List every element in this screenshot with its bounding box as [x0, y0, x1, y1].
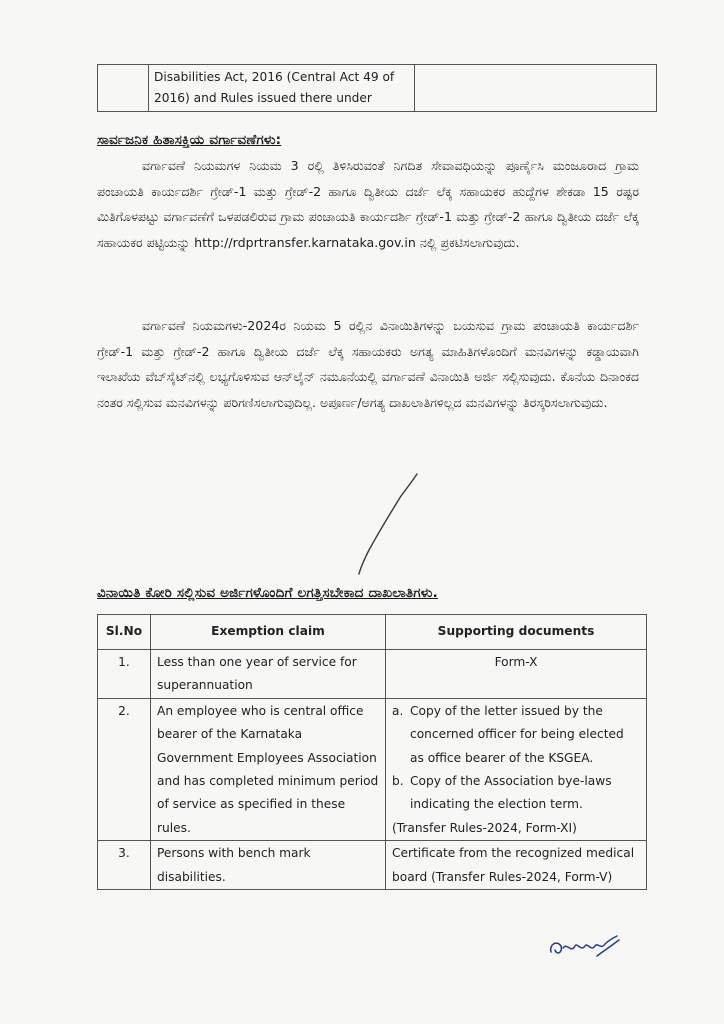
- doc-item-marker: b.: [392, 774, 404, 789]
- row-sl: 1.: [98, 650, 151, 699]
- table-row: [98, 841, 647, 890]
- handwritten-signature: [545, 930, 625, 964]
- row-claim: An employee who is central office bearer of the Karnataka Government Employees Association and has completed minimum period of service as specified in these rules.: [151, 698, 386, 840]
- row-sl: 2.: [98, 698, 151, 840]
- row-sl: 3.: [98, 841, 151, 890]
- row-doc: Certificate from the recognized medical board (Transfer Rules-2024, Form-V): [386, 841, 647, 890]
- paragraph-2-text: ವರ್ಗಾವಣೆ ನಿಯಮಗಳು-2024ರ ನಿಯಮ 5 ರಲ್ಲಿನ ವಿನಾಯಿತಿಗಳನ್ನು ಬಯಸುವ ಗ್ರಾಮ ಪಂಚಾಯತಿ ಕಾರ್ಯದರ್ಶಿ ಗ್ರೇಡ್-1 ಮತ್ತು ಗ್ರೇಡ್-2 ಹಾಗೂ ದ್ವಿತೀಯ ದರ್ಜೆ ಲೆಕ್ಕ ಸಹಾಯಕರು ಅಗತ್ಯ ಮಾಹಿತಿಗಳೊಂದಿಗೆ ಮನವಿಗಳನ್ನು ಕಡ್ಡಾಯವಾಗಿ ಇಲಾಖೆಯ ವೆಬ್‌ಸೈಟ್‌ನಲ್ಲಿ ಲಭ್ಯಗೊಳಿಸುವ ಆನ್‌ಲೈನ್ ನಮೂನೆಯಲ್ಲಿ ವರ್ಗಾವಣೆ ವಿನಾಯಿತಿ ಅರ್ಜಿ ಸಲ್ಲಿಸುವುದು. ಕೊನೆಯ ದಿನಾಂಕದ ನಂತರ ಸಲ್ಲಿಸುವ ಮನವಿಗಳನ್ನು ಪರಿಗಣಿಸಲಾಗುವುದಿಲ್ಲ. ಅಪೂರ್ಣ/ಅಗತ್ಯ ದಾಖಲಾತಿಗಳಿಲ್ಲದ ಮನವಿಗಳನ್ನು ತಿರಸ್ಕರಿಸಲಾಗುವುದು.: [97, 318, 639, 410]
- header-exemption-claim: Exemption claim: [151, 615, 386, 650]
- continuation-table: [97, 64, 657, 112]
- paragraph-transfer-list: [97, 153, 639, 255]
- continuation-sl-cell: [98, 65, 149, 112]
- doc-item-a: [392, 700, 640, 770]
- doc-item-b: [392, 770, 640, 817]
- table-row: [98, 650, 647, 699]
- section-heading-exemption-documents: ವಿನಾಯಿತಿ ಕೋರಿ ಸಲ್ಲಿಸುವ ಅರ್ಜಿಗಳೊಂದಿಗೆ ಲಗತ್ತಿಸಬೇಕಾದ ದಾಖಲಾತಿಗಳು.: [97, 585, 438, 601]
- paragraph-1-text: ವರ್ಗಾವಣೆ ನಿಯಮಗಳ ನಿಯಮ 3 ರಲ್ಲಿ ತಿಳಿಸಿರುವಂತೆ ನಿಗದಿತ ಸೇವಾವಧಿಯನ್ನು ಪೂರ್ಣೈಸಿ ಮಂಜೂರಾದ ಗ್ರಾಮ ಪಂಚಾಯತಿ ಕಾರ್ಯದರ್ಶಿ ಗ್ರೇಡ್-1 ಮತ್ತು ಗ್ರೇಡ್-2 ಹಾಗೂ ದ್ವಿತೀಯ ದರ್ಜೆ ಲೆಕ್ಕ ಸಹಾಯಕರ ಹುದ್ದೆಗಳ ಶೇಕಡಾ 15 ರಷ್ಟರ ಮಿತಿಗೊಳಪಟ್ಟು ವರ್ಗಾವಣೆಗೆ ಒಳಪಡಲಿರುವ ಗ್ರಾಮ ಪಂಚಾಯತಿ ಕಾರ್ಯದರ್ಶಿ ಗ್ರೇಡ್-1 ಮತ್ತು ಗ್ರೇಡ್-2 ಹಾಗೂ ದ್ವಿತೀಯ ದರ್ಜೆ ಲೆಕ್ಕ ಸಹಾಯಕರ ಪಟ್ಟಿಯನ್ನು http://rdprtransfer.karnataka.gov.in ನಲ್ಲಿ ಪ್ರಕಟಿಸಲಾಗುವುದು.: [97, 158, 639, 250]
- doc-item-text: Copy of the Association bye-laws indicating the election term.: [410, 774, 612, 812]
- row-claim: Less than one year of service for superannuation: [151, 650, 386, 699]
- doc-item-text: Copy of the letter issued by the concerned officer for being elected as office bearer of the KSGEA.: [410, 703, 624, 765]
- row-doc-list: [386, 698, 647, 840]
- continuation-doc-cell: [415, 65, 657, 112]
- doc-note: (Transfer Rules-2024, Form-XI): [392, 820, 577, 835]
- continuation-text-cell: Disabilities Act, 2016 (Central Act 49 of 2016) and Rules issued there under: [149, 65, 415, 112]
- header-supporting-documents: Supporting documents: [386, 615, 647, 650]
- row-doc: Form-X: [386, 650, 647, 699]
- section-heading-public-interest: ಸಾರ್ವಜನಿಕ ಹಿತಾಸಕ್ತಿಯ ವರ್ಗಾವಣೆಗಳು:: [97, 132, 282, 148]
- table-row: [98, 698, 647, 840]
- exemption-table: [97, 614, 647, 890]
- doc-item-marker: a.: [392, 703, 404, 718]
- row-claim: Persons with bench mark disabilities.: [151, 841, 386, 890]
- signature-stroke: [355, 470, 425, 580]
- table-header-row: [98, 615, 647, 650]
- paragraph-exemption-application: [97, 313, 639, 415]
- header-sl-no: Sl.No: [98, 615, 151, 650]
